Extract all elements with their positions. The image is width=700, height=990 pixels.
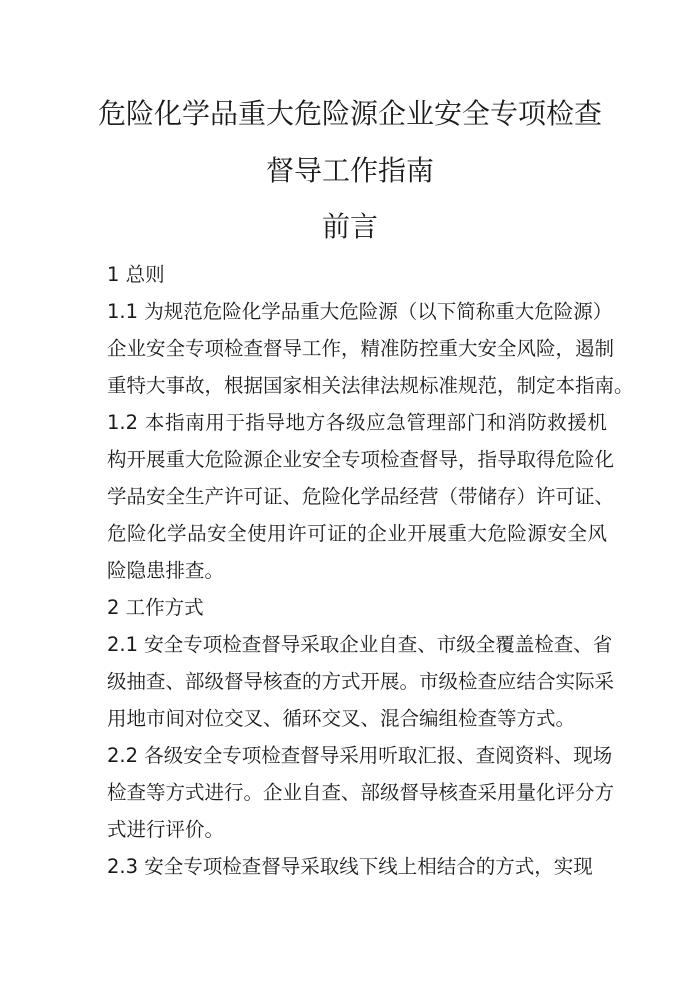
body-line: 重特大事故，根据国家相关法律法规标准规范，制定本指南。 [107, 374, 634, 397]
body-line: 式进行评价。 [107, 818, 225, 841]
body-line: 用地市间对位交叉、循环交叉、混合编组检查等方式。 [107, 707, 576, 730]
body-line: 构开展重大危险源企业安全专项检查督导，指导取得危险化 [107, 448, 615, 471]
document-title-line-2: 督导工作指南 [265, 154, 434, 187]
body-line: 检查等方式进行。企业自查、部级督导核查采用量化评分方 [107, 781, 615, 804]
body-line: 2.1 安全专项检查督导采取企业自查、市级全覆盖检查、省 [107, 633, 613, 656]
section-heading-general: 1 总则 [107, 263, 165, 286]
document-title-line-1: 危险化学品重大危险源企业安全专项检查 [97, 97, 602, 130]
body-line: 危险化学品安全使用许可证的企业开展重大危险源安全风 [107, 522, 607, 545]
body-line: 2.3 安全专项检查督导采取线下线上相结合的方式，实现 [107, 855, 593, 878]
body-line: 企业安全专项检查督导工作，精准防控重大安全风险，遏制 [107, 337, 615, 360]
body-line: 1.1 为规范危险化学品重大危险源（以下简称重大危险源） [107, 300, 613, 323]
body-line: 级抽查、部级督导核查的方式开展。市级检查应结合实际采 [107, 670, 615, 693]
body-line: 2.2 各级安全专项检查督导采用听取汇报、查阅资料、现场 [107, 744, 613, 767]
section-heading-work-method: 2 工作方式 [107, 596, 204, 619]
body-line: 1.2 本指南用于指导地方各级应急管理部门和消防救援机 [107, 411, 607, 434]
preface-heading: 前言 [321, 210, 378, 243]
body-line: 学品安全生产许可证、危险化学品经营（带储存）许可证、 [107, 485, 615, 508]
body-line: 险隐患排查。 [107, 559, 225, 582]
document-body [107, 256, 634, 885]
